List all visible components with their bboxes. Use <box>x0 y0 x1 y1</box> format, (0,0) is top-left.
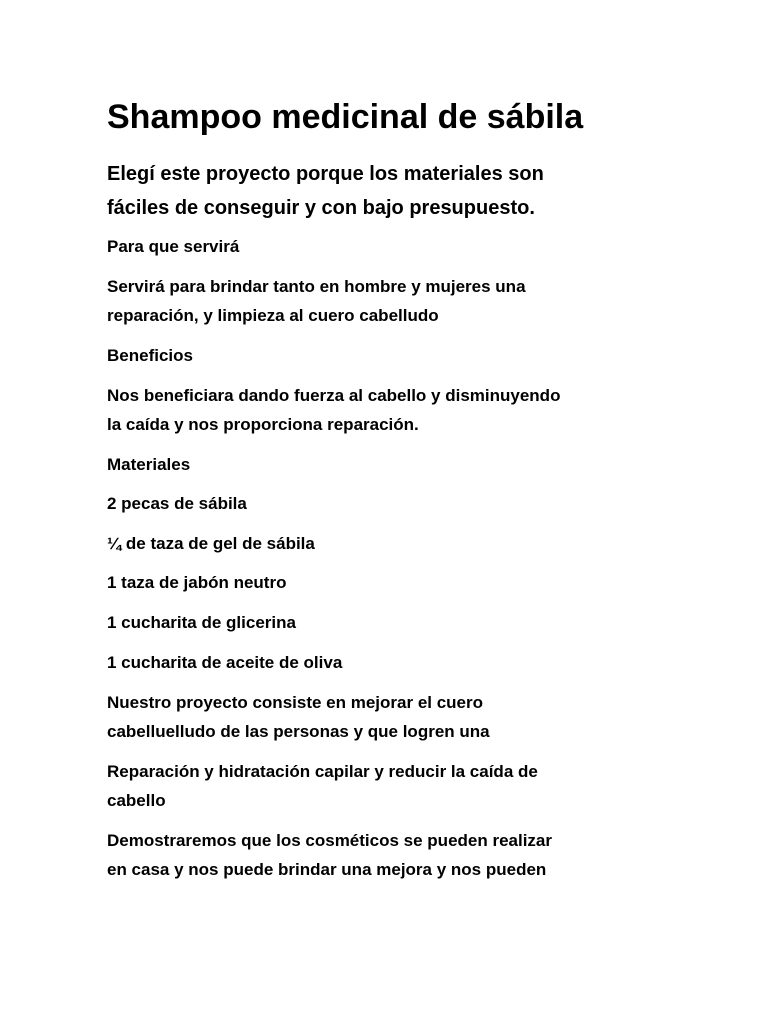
paragraph-benefits <box>107 381 667 439</box>
paragraph-line: Beneficios <box>107 346 193 365</box>
paragraph-line: 1 cucharita de aceite de oliva <box>107 653 343 672</box>
paragraph-demonstration <box>107 826 667 884</box>
paragraph-line: la caída y nos proporciona reparación. <box>107 415 419 434</box>
paragraph-line: Demostraremos que los cosméticos se pueden realizar <box>107 831 553 850</box>
paragraph-line: cabelluelludo de las personas y que logren una <box>107 722 490 741</box>
material-item <box>107 568 667 597</box>
paragraph-line: Para que servirá <box>107 237 240 256</box>
paragraph-line: 1 cucharita de glicerina <box>107 613 296 632</box>
material-item <box>107 608 667 637</box>
intro-line: fáciles de conseguir y con bajo presupuesto. <box>107 197 535 219</box>
heading-para-que-servira <box>107 232 667 261</box>
paragraph-line: Nuestro proyecto consiste en mejorar el cuero <box>107 693 484 712</box>
paragraph-line: 1 taza de jabón neutro <box>107 573 287 592</box>
heading-materiales <box>107 450 667 479</box>
material-item <box>107 529 667 558</box>
heading-beneficios <box>107 341 667 370</box>
paragraph-repair <box>107 757 667 815</box>
intro-line: Elegí este proyecto porque los materiales son <box>107 163 544 185</box>
paragraph-line: Servirá para brindar tanto en hombre y mujeres una <box>107 277 526 296</box>
paragraph-line: Reparación y hidratación capilar y reducir la caída de <box>107 762 538 781</box>
paragraph-line: en casa y nos puede brindar una mejora y nos pueden <box>107 860 547 879</box>
paragraph-line: cabello <box>107 791 166 810</box>
paragraph-line: reparación, y limpieza al cuero cabelludo <box>107 306 439 325</box>
material-item <box>107 648 667 677</box>
paragraph-project <box>107 688 667 746</box>
material-item <box>107 489 667 518</box>
paragraph-purpose <box>107 272 667 330</box>
document-title: Shampoo medicinal de sábila <box>107 98 584 136</box>
paragraph-line: Nos beneficiara dando fuerza al cabello y disminuyendo <box>107 386 561 405</box>
paragraph-line: 2 pecas de sábila <box>107 494 247 513</box>
intro-paragraph <box>107 157 667 225</box>
paragraph-line: Materiales <box>107 455 191 474</box>
paragraph-line: ¼ de taza de gel de sábila <box>107 534 315 553</box>
